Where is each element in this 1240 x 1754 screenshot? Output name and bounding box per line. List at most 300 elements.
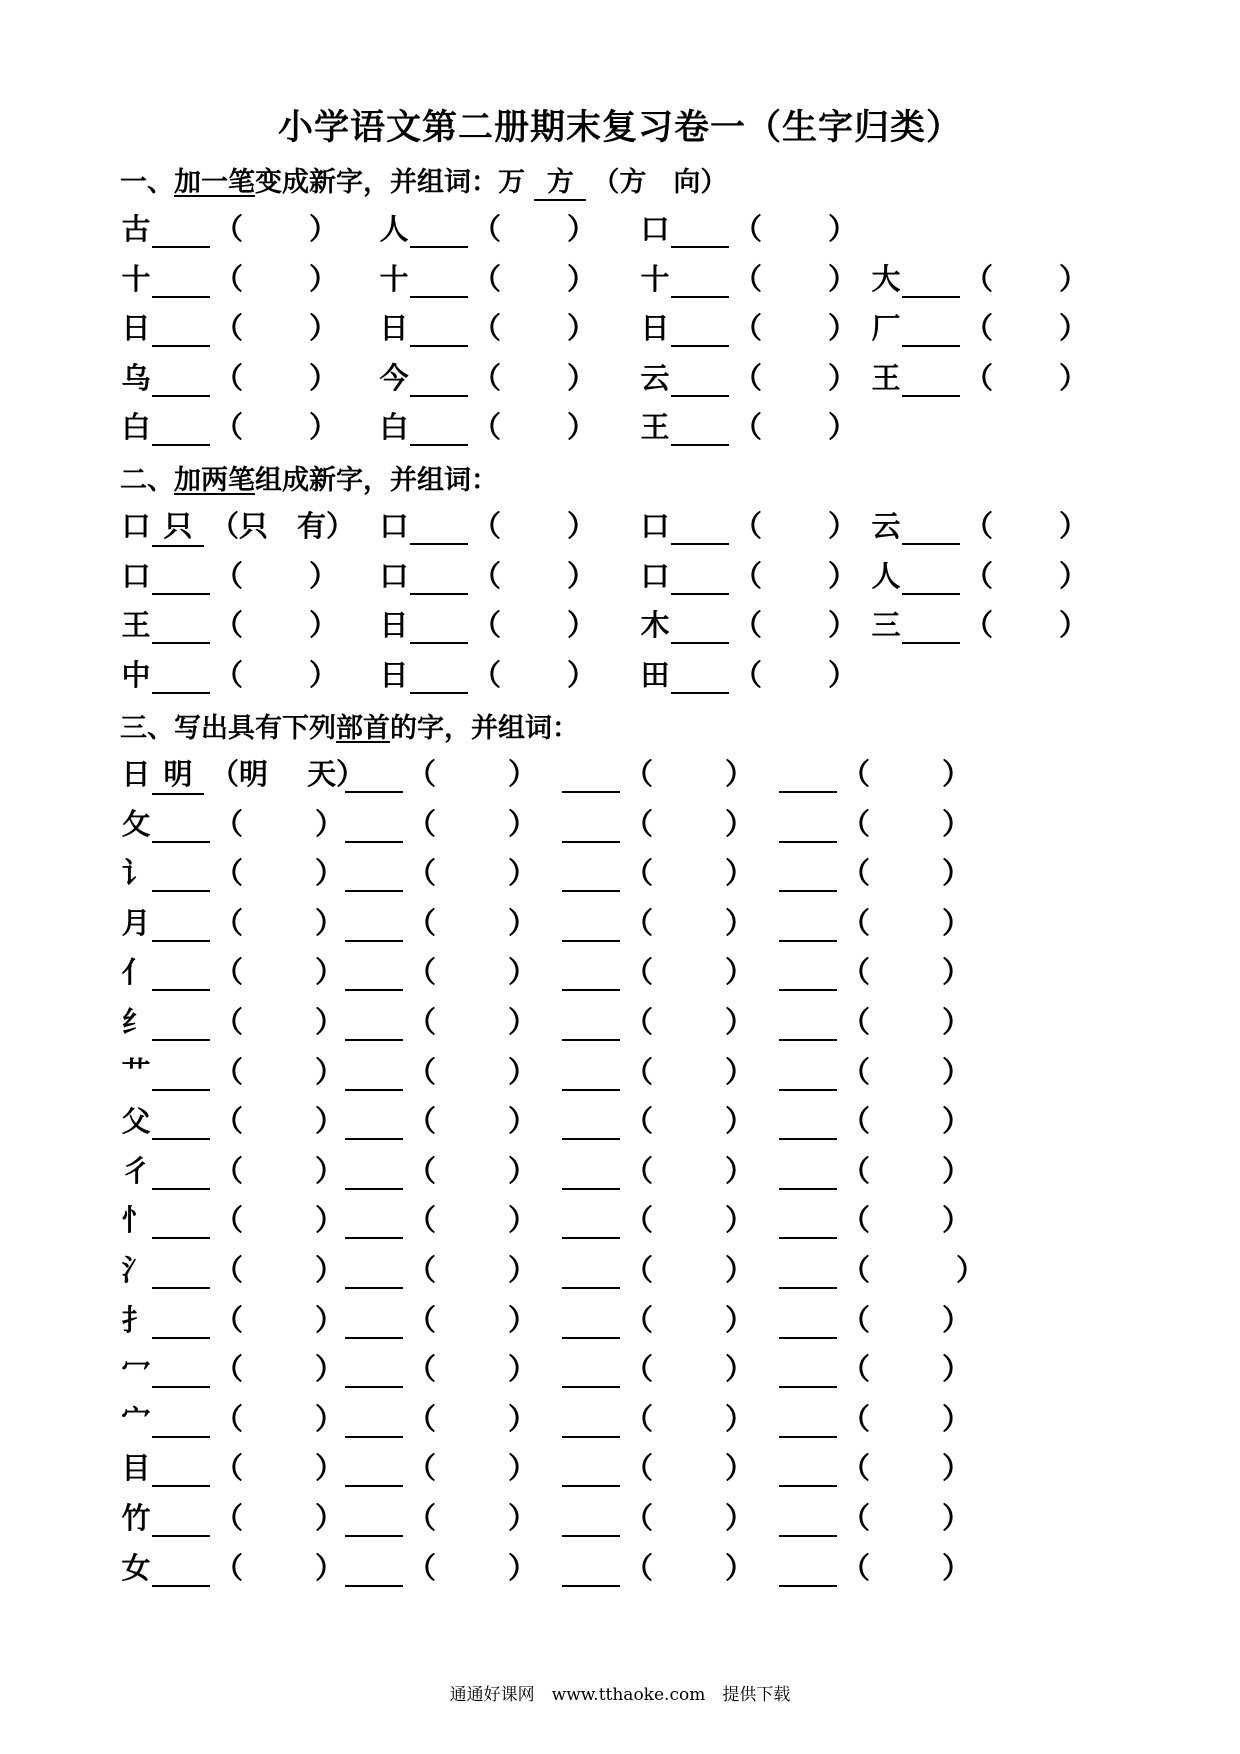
section3-item <box>771 1099 971 1140</box>
section3-close-paren: ） <box>725 1054 755 1089</box>
section3-open-paren: （ <box>841 806 871 841</box>
section3-blank[interactable] <box>562 910 620 942</box>
section3-blank[interactable] <box>345 761 403 793</box>
section1-item-blank[interactable] <box>152 315 210 347</box>
section1-item <box>120 306 338 347</box>
section1-item <box>639 306 857 347</box>
section2-item-close-paren: ） <box>309 558 339 593</box>
section1-item-close-paren: ） <box>309 410 339 444</box>
section1-item-blank[interactable] <box>410 414 468 446</box>
section3-blank[interactable] <box>779 811 837 843</box>
section3-blank[interactable] <box>562 959 620 991</box>
section1-item-close-paren: ） <box>567 360 597 395</box>
section3-open-paren: （ <box>841 1550 871 1585</box>
section3-close-paren: ） <box>508 1253 538 1287</box>
section3-blank[interactable] <box>345 1257 403 1289</box>
section2-item-close-paren: ） <box>309 608 339 642</box>
section2-item-close-paren: ） <box>1059 608 1089 642</box>
section3-blank[interactable] <box>779 1307 837 1339</box>
section3-close-paren: ） <box>508 1501 538 1535</box>
section3-blank[interactable] <box>562 1307 620 1339</box>
section3-blank[interactable] <box>152 959 210 991</box>
section1-item-open-paren: （ <box>472 360 502 395</box>
section3-blank[interactable] <box>345 1356 403 1388</box>
page-title: 小学语文第二册期末复习卷一（生字归类） <box>277 108 962 148</box>
section1-item-char: 白 <box>121 410 151 444</box>
section3-item <box>337 1347 537 1388</box>
section3-radical: 攵 <box>121 806 151 841</box>
section3-blank[interactable] <box>345 1555 403 1587</box>
section1-heading <box>120 160 727 201</box>
section1-item-open-paren: （ <box>472 212 502 246</box>
section1-item-blank[interactable] <box>671 216 729 248</box>
section3-blank[interactable] <box>345 1307 403 1339</box>
section3-item <box>120 1149 344 1190</box>
section1-item-open-paren: （ <box>472 410 502 444</box>
section3-blank[interactable] <box>345 1108 403 1140</box>
section2-item-char: 王 <box>121 608 151 642</box>
section3-blank[interactable] <box>152 1207 210 1239</box>
section2-item-open-paren: （ <box>733 509 763 543</box>
section3-radical: 讠 <box>121 856 151 891</box>
section3-blank[interactable] <box>152 1009 210 1041</box>
section1-item-close-paren: ） <box>309 360 339 395</box>
section1-item-char: 云 <box>640 360 670 395</box>
section3-close-paren: ） <box>725 1153 755 1188</box>
section3-blank[interactable] <box>152 1505 210 1537</box>
section3-blank[interactable] <box>345 811 403 843</box>
section3-open-paren: （ <box>624 1253 654 1287</box>
section3-item <box>120 1050 344 1091</box>
section3-open-paren: （ <box>624 955 654 990</box>
section2-item-blank[interactable] <box>410 513 468 545</box>
section3-blank[interactable] <box>779 1158 837 1190</box>
section2-item-blank[interactable] <box>902 513 960 545</box>
section3-blank[interactable] <box>345 959 403 991</box>
section1-item-blank[interactable] <box>671 365 729 397</box>
section1-item-open-paren: （ <box>964 360 994 395</box>
section3-item <box>337 1397 537 1438</box>
section3-close-paren: ） <box>725 757 755 791</box>
section3-blank[interactable] <box>152 1356 210 1388</box>
section2-item <box>120 603 338 644</box>
section3-item <box>554 1000 754 1041</box>
section1-item-open-paren: （ <box>472 261 502 296</box>
section3-item <box>337 752 537 793</box>
section2-item-blank[interactable] <box>152 563 210 595</box>
section3-blank[interactable] <box>779 1207 837 1239</box>
section1-item-blank[interactable] <box>410 216 468 248</box>
section2-item-open-paren: （ <box>472 657 502 692</box>
section3-close-paren: ） <box>725 1550 755 1585</box>
section1-item-blank[interactable] <box>152 365 210 397</box>
section3-blank[interactable] <box>562 1158 620 1190</box>
section1-item-blank[interactable] <box>671 266 729 298</box>
section1-item-open-paren: （ <box>733 212 763 246</box>
section1-item-close-paren: ） <box>828 410 858 444</box>
section3-close-paren: ） <box>725 1401 755 1436</box>
section3-open-paren: （ <box>407 1005 437 1039</box>
section3-open-paren: （ <box>841 1352 871 1387</box>
section3-open-paren: （ <box>407 856 437 891</box>
section3-item <box>771 1546 971 1587</box>
section3-item <box>554 1248 754 1289</box>
section2-instr-underlined: 加两笔 <box>174 465 255 496</box>
section2-item-open-paren: （ <box>733 657 763 692</box>
section3-radical: 冖 <box>121 1352 151 1387</box>
section3-open-paren: （ <box>214 1253 244 1287</box>
section3-open-paren: （ <box>214 806 244 841</box>
section3-blank[interactable] <box>779 1356 837 1388</box>
section3-close-paren: ） <box>725 806 755 841</box>
section2-item-blank[interactable] <box>410 662 468 694</box>
section3-open-paren: （ <box>214 1550 244 1585</box>
section2-item-close-paren: ） <box>1059 558 1089 593</box>
section3-open-paren: （ <box>841 1104 871 1139</box>
section3-blank[interactable] <box>779 761 837 793</box>
section1-item-open-paren: （ <box>214 360 244 395</box>
section3-blank[interactable] <box>562 1356 620 1388</box>
section1-item <box>120 207 338 248</box>
section3-item <box>554 1496 754 1537</box>
section3-item <box>771 1298 971 1339</box>
section3-item <box>771 1397 971 1438</box>
section2-item <box>639 603 857 644</box>
section3-radical: 忄 <box>121 1203 151 1238</box>
section2-item-close-paren: ） <box>828 509 858 543</box>
section3-open-paren: （ <box>841 905 871 940</box>
section1-item <box>639 207 857 248</box>
section2-item-open-paren: （ <box>733 608 763 642</box>
section1-item-close-paren: ） <box>828 212 858 246</box>
section3-open-paren: （ <box>407 1550 437 1585</box>
section3-blank[interactable] <box>562 1257 620 1289</box>
section1-item-close-paren: ） <box>1059 311 1089 345</box>
section3-item <box>771 1446 971 1487</box>
section1-item-blank[interactable] <box>902 315 960 347</box>
section3-blank[interactable] <box>345 1158 403 1190</box>
section3-close-paren: ） <box>725 1005 755 1039</box>
section3-blank[interactable] <box>345 1009 403 1041</box>
section1-item <box>378 356 596 397</box>
section2-item-blank[interactable] <box>152 662 210 694</box>
section2-item-open-paren: （ <box>472 608 502 642</box>
section3-open-paren: （ <box>214 1302 244 1337</box>
section3-close-paren: ） <box>315 1501 345 1535</box>
section1-item-open-paren: （ <box>964 311 994 345</box>
section3-open-paren: （ <box>841 1451 871 1486</box>
section3-blank[interactable] <box>152 1257 210 1289</box>
section2-item-close-paren: ） <box>1059 509 1089 543</box>
section3-blank[interactable] <box>345 860 403 892</box>
section3-blank[interactable] <box>779 959 837 991</box>
section3-blank[interactable] <box>152 1406 210 1438</box>
section2-item <box>870 504 1088 545</box>
section1-item-close-paren: ） <box>309 311 339 345</box>
section3-blank[interactable] <box>779 1108 837 1140</box>
section3-blank[interactable] <box>152 811 210 843</box>
section3-blank[interactable] <box>562 1207 620 1239</box>
section3-item <box>120 901 344 942</box>
section1-item-open-paren: （ <box>214 311 244 345</box>
section3-open-paren: （ <box>407 955 437 990</box>
section3-close-paren: ） <box>508 1401 538 1436</box>
section3-close-paren: ） <box>508 905 538 940</box>
section3-open-paren: （ <box>407 1104 437 1139</box>
section3-close-paren: ） <box>956 1253 986 1287</box>
section3-open-paren: （ <box>624 757 654 791</box>
section3-close-paren: ） <box>942 757 972 791</box>
section3-close-paren: ） <box>942 905 972 940</box>
section3-radical: 纟 <box>121 1005 151 1039</box>
section2-item <box>120 653 338 694</box>
section2-item-blank[interactable] <box>671 612 729 644</box>
section3-blank[interactable] <box>562 811 620 843</box>
section3-close-paren: ） <box>508 1451 538 1486</box>
section3-blank[interactable] <box>779 1406 837 1438</box>
section3-blank[interactable] <box>152 860 210 892</box>
section1-item-blank[interactable] <box>410 315 468 347</box>
section3-open-paren: （ <box>214 955 244 990</box>
section3-open-paren: （ <box>841 1005 871 1039</box>
section3-blank[interactable] <box>562 1555 620 1587</box>
section3-close-paren: ） <box>315 1550 345 1585</box>
section3-close-paren: ） <box>942 1005 972 1039</box>
section3-blank[interactable] <box>345 1455 403 1487</box>
section3-blank[interactable] <box>345 1406 403 1438</box>
section1-item-close-paren: ） <box>567 212 597 246</box>
section3-close-paren: ） <box>725 856 755 891</box>
section1-item-open-paren: （ <box>733 360 763 395</box>
section3-blank[interactable] <box>779 1505 837 1537</box>
section3-item <box>337 1496 537 1537</box>
section3-open-paren: （ <box>841 1253 871 1287</box>
section3-item <box>554 1298 754 1339</box>
section1-item-open-paren: （ <box>733 261 763 296</box>
section2-item <box>378 554 596 595</box>
section1-item <box>120 405 338 446</box>
section3-blank[interactable] <box>779 1009 837 1041</box>
section3-blank[interactable] <box>152 1059 210 1091</box>
section3-open-paren: （ <box>624 1203 654 1238</box>
section3-open-paren: （ <box>841 1054 871 1089</box>
section3-close-paren: ） <box>508 1550 538 1585</box>
section3-blank[interactable] <box>779 910 837 942</box>
section2-item-open-paren: （ <box>964 509 994 543</box>
section3-close-paren: ） <box>508 1302 538 1337</box>
section3-blank[interactable] <box>345 1059 403 1091</box>
section3-open-paren: （ <box>624 1352 654 1387</box>
section2-item <box>639 554 857 595</box>
section3-radical: 宀 <box>121 1401 151 1436</box>
section2-example-word: （只 有） <box>210 509 356 543</box>
section3-item <box>554 1446 754 1487</box>
section2-item-blank[interactable] <box>410 612 468 644</box>
section3-heading-underlined: 部首 <box>336 713 390 744</box>
section3-item <box>771 851 971 892</box>
section3-item <box>771 802 971 843</box>
section1-item-char: 十 <box>121 261 151 296</box>
section3-blank[interactable] <box>562 1505 620 1537</box>
section3-radical: 月 <box>121 905 151 940</box>
section1-example-char: 万 <box>498 167 525 198</box>
section1-item-close-paren: ） <box>567 311 597 345</box>
section3-blank[interactable] <box>779 860 837 892</box>
section3-radical: 氵 <box>121 1253 151 1287</box>
section1-item-blank[interactable] <box>671 315 729 347</box>
section2-item-char: 云 <box>871 509 901 543</box>
section3-open-paren: （ <box>407 1253 437 1287</box>
section3-close-paren: ） <box>725 1253 755 1287</box>
section3-item <box>771 950 971 991</box>
section1-item-char: 白 <box>379 410 409 444</box>
section3-close-paren: ） <box>942 1302 972 1337</box>
section3-open-paren: （ <box>407 1153 437 1188</box>
section3-blank[interactable] <box>152 1158 210 1190</box>
section3-blank[interactable] <box>152 1555 210 1587</box>
section3-blank[interactable] <box>562 860 620 892</box>
section2-item-blank[interactable] <box>671 513 729 545</box>
section3-open-paren: （ <box>841 1302 871 1337</box>
section2-item <box>639 653 857 694</box>
section1-instr: 变成新字，并组词： <box>255 167 498 198</box>
section2-item-blank[interactable] <box>902 563 960 595</box>
section3-open-paren: （ <box>624 1501 654 1535</box>
section3-close-paren: ） <box>315 806 345 841</box>
section3-open-paren: （ <box>624 856 654 891</box>
section3-item <box>120 1446 344 1487</box>
section3-open-paren: （ <box>841 1501 871 1535</box>
section3-blank[interactable] <box>152 910 210 942</box>
section3-item <box>771 752 971 793</box>
section3-close-paren: ） <box>725 1451 755 1486</box>
section2-example-answer: 只 <box>152 504 204 547</box>
section3-close-paren: ） <box>725 1104 755 1139</box>
section3-item <box>554 1397 754 1438</box>
section1-item-blank[interactable] <box>410 365 468 397</box>
section3-blank[interactable] <box>562 1455 620 1487</box>
section3-radical: 女 <box>121 1550 151 1585</box>
section3-example-word: （明 天） <box>210 757 366 791</box>
section3-blank[interactable] <box>779 1257 837 1289</box>
section1-item-blank[interactable] <box>902 266 960 298</box>
section3-item <box>554 1149 754 1190</box>
section1-item-char: 大 <box>871 261 901 296</box>
section3-blank[interactable] <box>345 1505 403 1537</box>
section3-item <box>554 851 754 892</box>
section1-item <box>870 257 1088 298</box>
section3-open-paren: （ <box>214 1501 244 1535</box>
section3-blank[interactable] <box>345 910 403 942</box>
section1-item <box>378 306 596 347</box>
section3-open-paren: （ <box>841 955 871 990</box>
section2-item-blank[interactable] <box>671 563 729 595</box>
section3-close-paren: ） <box>942 1550 972 1585</box>
section2-item-blank[interactable] <box>671 662 729 694</box>
section3-blank[interactable] <box>152 1307 210 1339</box>
section2-item-close-paren: ） <box>309 657 339 692</box>
section1-item-blank[interactable] <box>152 414 210 446</box>
section2-item <box>639 504 857 545</box>
section3-blank[interactable] <box>562 1406 620 1438</box>
section3-item <box>771 1149 971 1190</box>
section2-item-char: 日 <box>379 657 409 692</box>
section3-item <box>337 1198 537 1239</box>
section1-item-open-paren: （ <box>733 311 763 345</box>
section3-heading <box>120 706 579 745</box>
section1-item-blank[interactable] <box>410 266 468 298</box>
section1-item-char: 口 <box>640 212 670 246</box>
section2-item-char: 人 <box>871 558 901 593</box>
section3-item <box>771 901 971 942</box>
section1-item <box>120 356 338 397</box>
section3-blank[interactable] <box>779 1059 837 1091</box>
section1-item <box>870 306 1088 347</box>
section1-item-blank[interactable] <box>671 414 729 446</box>
section3-item <box>120 752 365 795</box>
section3-close-paren: ） <box>315 856 345 891</box>
section2-item-blank[interactable] <box>902 612 960 644</box>
section1-item-blank[interactable] <box>152 216 210 248</box>
section3-heading-pre: 三、写出具有下列 <box>120 713 336 744</box>
section1-item <box>378 405 596 446</box>
section2-item-open-paren: （ <box>472 558 502 593</box>
section3-blank[interactable] <box>345 1207 403 1239</box>
section3-blank[interactable] <box>562 761 620 793</box>
section2-number: 二、 <box>120 465 174 496</box>
section3-open-paren: （ <box>407 1302 437 1337</box>
section1-item <box>639 405 857 446</box>
section2-item-blank[interactable] <box>410 563 468 595</box>
section3-close-paren: ） <box>942 955 972 990</box>
section3-item <box>337 1248 537 1289</box>
section2-item <box>870 554 1088 595</box>
section1-item-char: 日 <box>640 311 670 345</box>
section3-blank[interactable] <box>152 1108 210 1140</box>
section3-blank[interactable] <box>779 1455 837 1487</box>
section2-item-blank[interactable] <box>152 612 210 644</box>
section2-item-open-paren: （ <box>733 558 763 593</box>
section3-close-paren: ） <box>942 1153 972 1188</box>
section3-blank[interactable] <box>562 1108 620 1140</box>
section3-open-paren: （ <box>407 806 437 841</box>
section3-open-paren: （ <box>624 806 654 841</box>
section2-item-open-paren: （ <box>472 509 502 543</box>
section3-item <box>337 950 537 991</box>
section2-item-char: 口 <box>379 509 409 543</box>
section3-item <box>120 1298 344 1339</box>
section2-item-char: 口 <box>379 558 409 593</box>
section3-open-paren: （ <box>214 1104 244 1139</box>
section3-item <box>120 950 344 991</box>
section1-item-close-paren: ） <box>567 261 597 296</box>
section3-close-paren: ） <box>315 1302 345 1337</box>
section3-blank[interactable] <box>562 1059 620 1091</box>
section3-close-paren: ） <box>315 1401 345 1436</box>
section1-item-blank[interactable] <box>902 365 960 397</box>
section1-item-blank[interactable] <box>152 266 210 298</box>
section3-blank[interactable] <box>562 1009 620 1041</box>
section3-blank[interactable] <box>152 1455 210 1487</box>
section2-item-open-paren: （ <box>214 608 244 642</box>
section1-item-close-paren: ） <box>1059 261 1089 296</box>
section3-item <box>337 1446 537 1487</box>
section2-item <box>378 504 596 545</box>
section3-item <box>554 901 754 942</box>
section3-close-paren: ） <box>725 1501 755 1535</box>
section1-item-open-paren: （ <box>733 410 763 444</box>
section3-blank[interactable] <box>779 1555 837 1587</box>
